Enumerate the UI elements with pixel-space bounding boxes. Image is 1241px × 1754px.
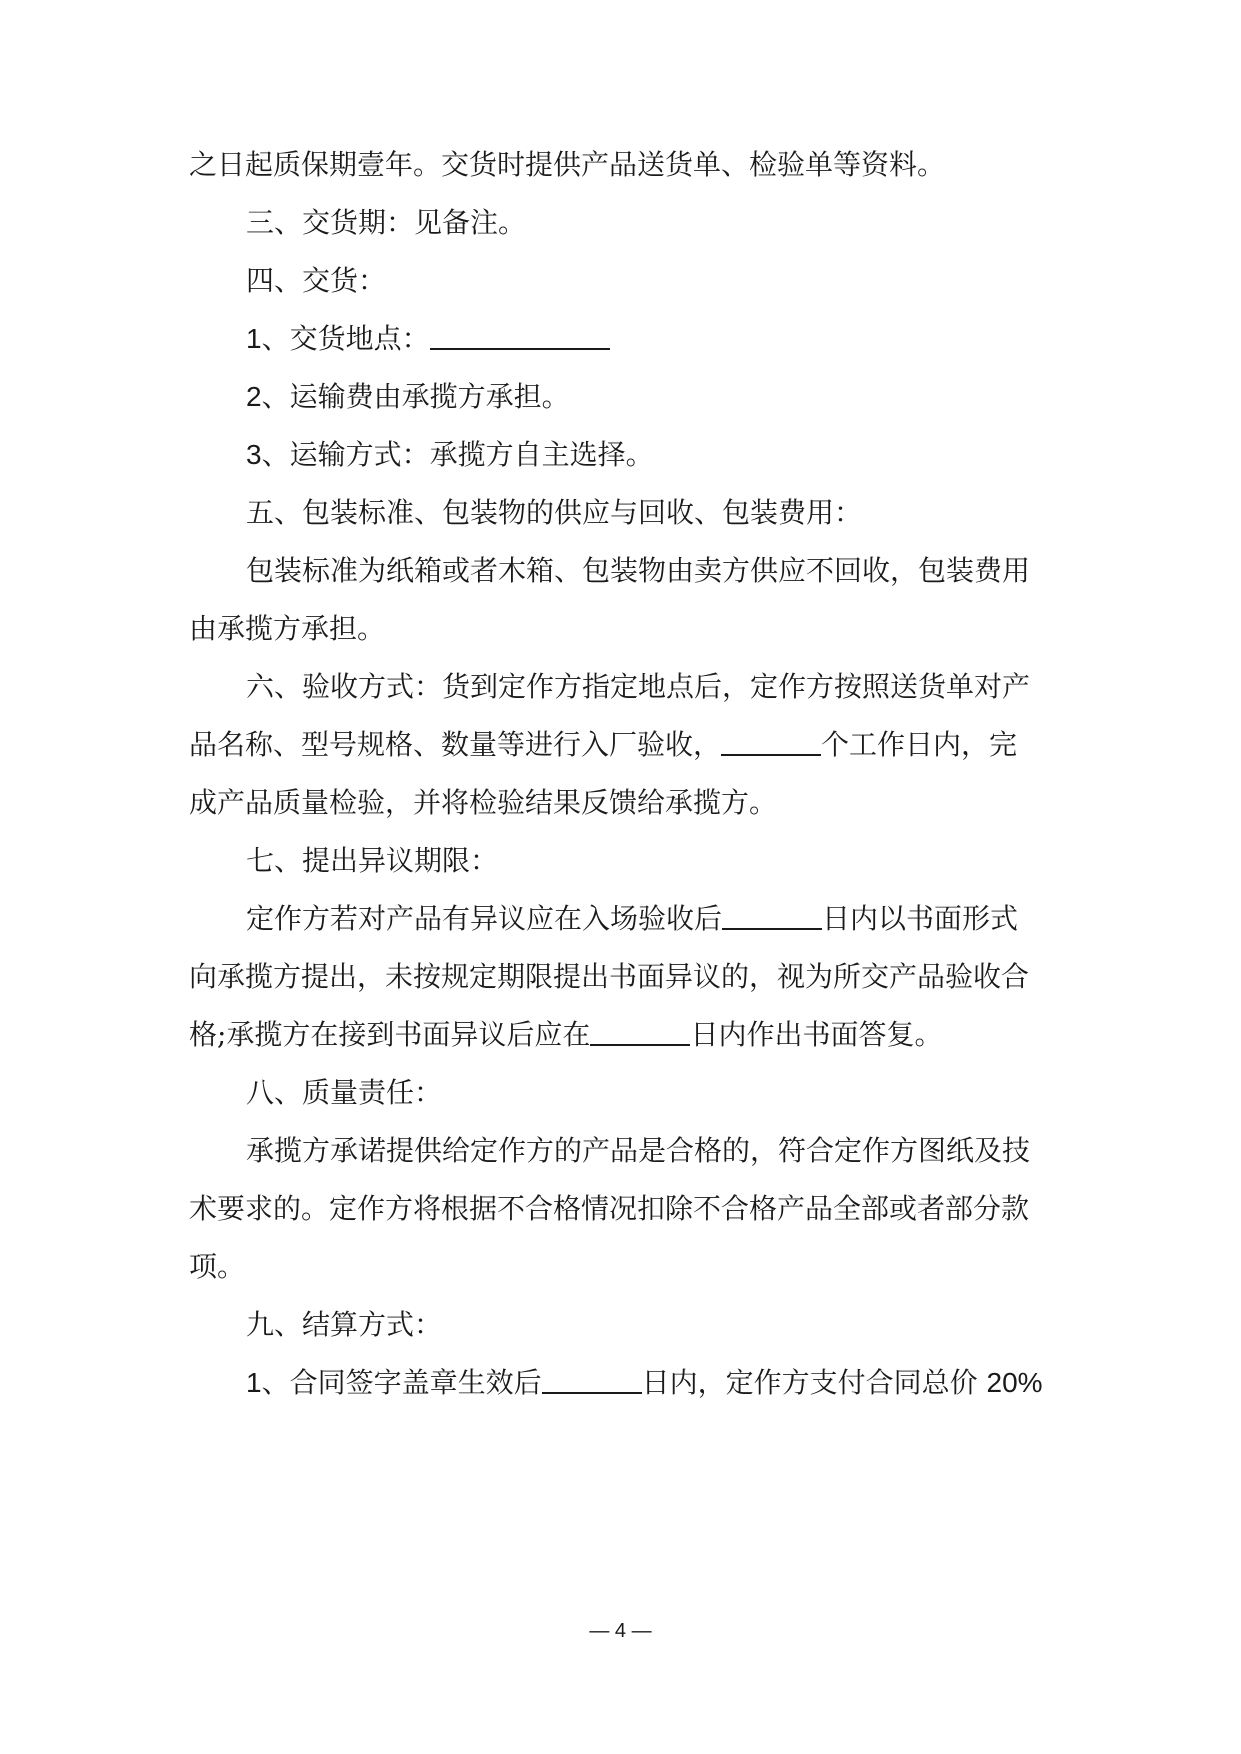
paragraph-line: 六、验收方式：货到定作方指定地点后，定作方按照送货单对产	[246, 670, 1031, 703]
fill-in-blank-days	[590, 1018, 690, 1046]
item-text: 日内，定作方支付合同总价	[641, 1366, 978, 1399]
list-item-2	[246, 379, 1069, 415]
line-text: 品名称、型号规格、数量等进行入厂验收，	[189, 728, 722, 761]
section-heading-7: 七、提出异议期限：	[246, 844, 499, 877]
paragraph-line: 术要求的。定作方将根据不合格情况扣除不合格产品全部或者部分款	[189, 1192, 1030, 1225]
page-number: — 4 —	[589, 1620, 652, 1642]
paragraph-line: 之日起质保期壹年。交货时提供产品送货单、检验单等资料。	[189, 148, 946, 181]
item-number: 2	[246, 381, 262, 412]
line-text: 日内作出书面答复。	[690, 1018, 943, 1051]
section-heading-8: 八、质量责任：	[246, 1076, 443, 1109]
fill-in-blank-days	[721, 728, 821, 756]
item-text: 、合同签字盖章生效后	[261, 1366, 542, 1399]
list-item-3	[246, 437, 1069, 473]
section-heading-9: 九、结算方式：	[246, 1308, 443, 1341]
paragraph-line: 包装标准为纸箱或者木箱、包装物由卖方供应不回收，包装费用	[246, 554, 1031, 587]
item-text: 、运输方式：承揽方自主选择。	[261, 438, 654, 471]
paragraph-line: 由承揽方承担。	[189, 612, 386, 645]
item-text: 、交货地点：	[261, 322, 430, 355]
paragraph-line: 向承揽方提出，未按规定期限提出书面异议的，视为所交产品验收合	[189, 960, 1030, 993]
item-number: 3	[246, 439, 262, 470]
fill-in-blank-days	[722, 902, 822, 930]
paragraph-line: 项。	[189, 1250, 246, 1283]
section-heading-3: 三、交货期：见备注。	[246, 206, 527, 239]
paragraph-line: 承揽方承诺提供给定作方的产品是合格的，符合定作方图纸及技	[246, 1134, 1031, 1167]
percentage-value: 20%	[986, 1367, 1043, 1398]
section-heading-4: 四、交货：	[246, 264, 387, 297]
line-text: 定作方若对产品有异议应在入场验收后	[246, 902, 723, 935]
fill-in-blank-days	[542, 1366, 642, 1394]
fill-in-blank-delivery-place	[430, 322, 610, 350]
list-item-1	[246, 321, 1069, 357]
section-heading-5: 五、包装标准、包装物的供应与回收、包装费用：	[246, 496, 863, 529]
paragraph-line	[246, 901, 1069, 937]
line-text: 个工作日内，完	[821, 728, 1018, 761]
line-text: 日内以书面形式	[822, 902, 1019, 935]
item-number: 1	[246, 1367, 262, 1398]
item-text: 、运输费由承揽方承担。	[261, 380, 570, 413]
line-text: 格;承揽方在接到书面异议后应在	[189, 1018, 591, 1051]
list-item-1	[246, 1365, 1069, 1401]
item-number: 1	[246, 323, 262, 354]
paragraph-line	[189, 1017, 1069, 1053]
paragraph-line: 成产品质量检验，并将检验结果反馈给承揽方。	[189, 786, 778, 819]
paragraph-line	[189, 727, 1069, 763]
